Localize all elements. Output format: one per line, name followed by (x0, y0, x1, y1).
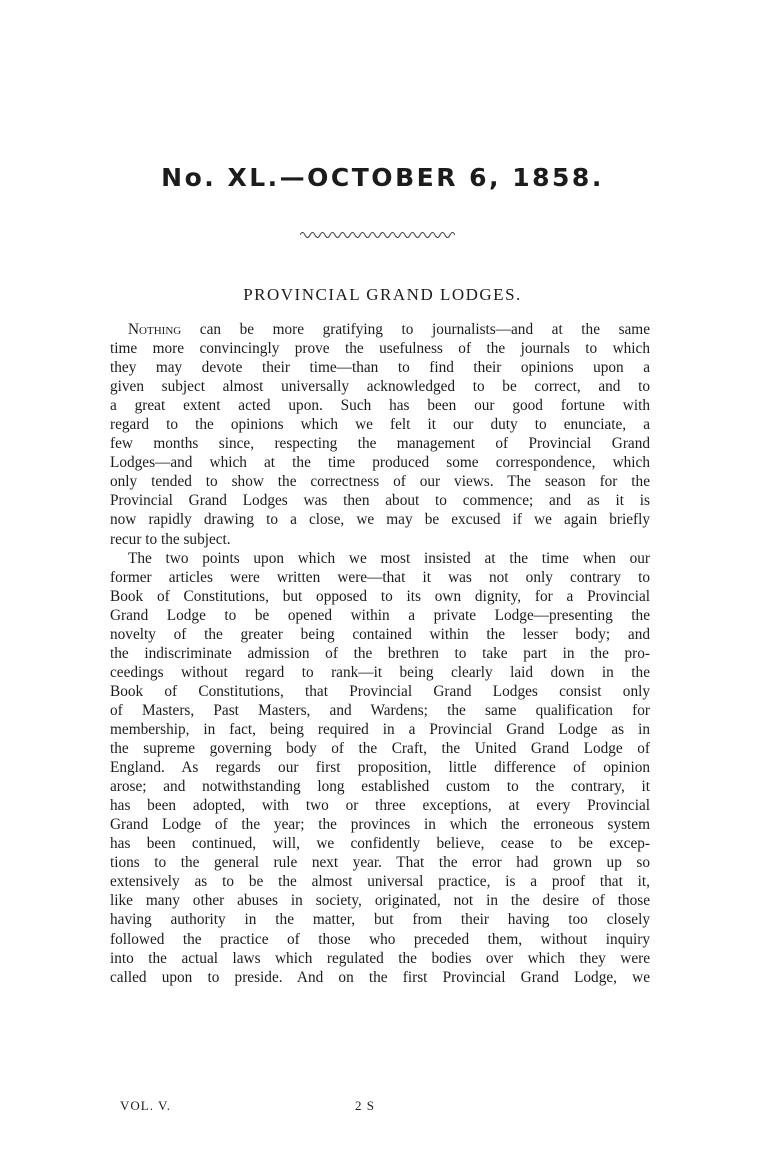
body-line: followed the practice of those who preceded them, without inquiry (110, 930, 650, 948)
body-line: Grand Lodge to be opened within a private Lodge—presenting the (110, 606, 650, 624)
article-title: PROVINCIAL GRAND LODGES. (243, 285, 522, 304)
article-body (110, 320, 650, 987)
signature-mark: 2 S (355, 1098, 375, 1113)
body-line: like many other abuses in society, originated, not in the desire of those (110, 892, 650, 910)
body-line: a great extent acted upon. Such has been our good fortune with (110, 397, 650, 415)
wavy-rule-ornament (300, 229, 455, 241)
body-line: now rapidly drawing to a close, we may be excused if we again briefly (110, 511, 650, 529)
body-line: membership, in fact, being required in a Provincial Grand Lodge as in (110, 720, 650, 738)
body-line: ceedings without regard to rank—it being clearly laid down in the (110, 663, 650, 681)
issue-heading: No. XL.—OCTOBER 6, 1858. (161, 163, 604, 192)
body-line: England. As regards our first proposition, little difference of opinion (110, 759, 650, 777)
body-line: Book of Constitutions, but opposed to its own dignity, for a Provincial (110, 587, 650, 605)
body-line: the indiscriminate admission of the brethren to take part in the pro- (110, 644, 650, 662)
body-line: given subject almost universally acknowledged to be correct, and to (110, 378, 650, 396)
body-line: recur to the subject. (110, 530, 231, 548)
body-line: having authority in the matter, but from their having too closely (110, 911, 650, 929)
body-line: extensively as to be the almost universal practice, is a proof that it, (110, 873, 650, 891)
body-line: called upon to preside. And on the first Provincial Grand Lodge, we (110, 968, 650, 986)
body-line: arose; and notwithstanding long established custom to the contrary, it (110, 778, 650, 796)
body-line: few months since, respecting the management of Provincial Grand (110, 435, 650, 453)
body-line-text: can be more gratifying to journalists—and at the same (181, 321, 650, 338)
body-line: tions to the general rule next year. That the error had grown up so (110, 854, 650, 872)
body-line: of Masters, Past Masters, and Wardens; the same qualification for (110, 701, 650, 719)
body-line: has been adopted, with two or three exceptions, at every Provincial (110, 797, 650, 815)
body-line: regard to the opinions which we felt it our duty to enunciate, a (110, 416, 650, 434)
volume-label: VOL. V. (120, 1098, 171, 1113)
body-line: Lodges—and which at the time produced some correspondence, which (110, 454, 650, 472)
body-line: only tended to show the correctness of our views. The season for the (110, 473, 650, 491)
body-line: former articles were written were—that it was not only contrary to (110, 568, 650, 586)
body-line: time more convincingly prove the usefulness of the journals to which (110, 340, 650, 358)
body-line (110, 320, 650, 339)
page-footer (120, 1098, 640, 1118)
body-line: Grand Lodge of the year; the provinces in which the erroneous system (110, 816, 650, 834)
body-line: has been continued, will, we confidently believe, cease to be excep- (110, 835, 650, 853)
body-line: Provincial Grand Lodges was then about to commence; and as it is (110, 492, 650, 510)
drop-word: Nothing (128, 321, 182, 338)
body-line: The two points upon which we most insisted at the time when our (128, 549, 650, 567)
body-line: Book of Constitutions, that Provincial Grand Lodges consist only (110, 682, 650, 700)
body-line: the supreme governing body of the Craft, the United Grand Lodge of (110, 740, 650, 758)
body-line: novelty of the greater being contained within the lesser body; and (110, 625, 650, 643)
body-line: they may devote their time—than to find their opinions upon a (110, 359, 650, 377)
body-line: into the actual laws which regulated the bodies over which they were (110, 949, 650, 967)
